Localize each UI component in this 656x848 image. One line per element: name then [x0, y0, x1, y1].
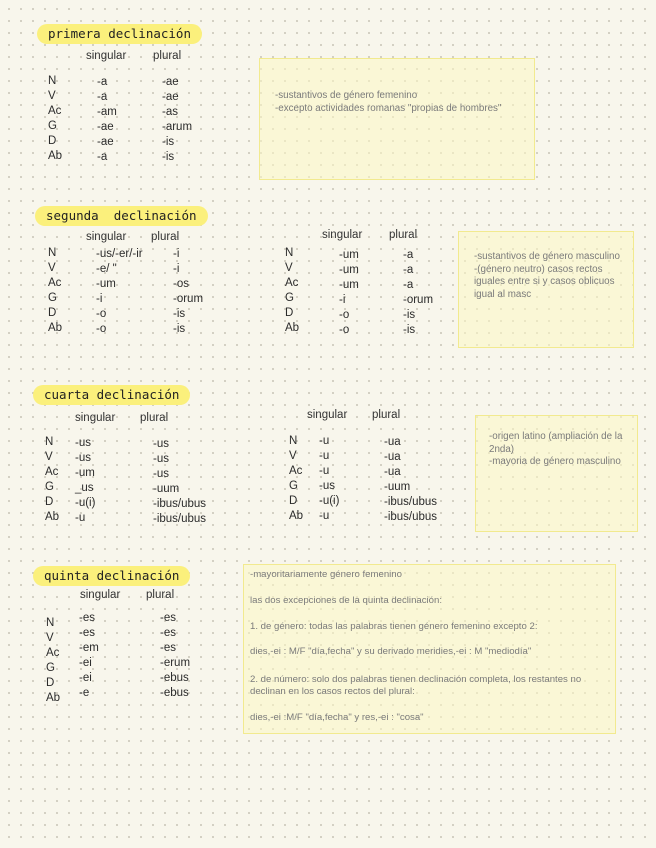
case-label: G — [289, 480, 298, 492]
singular-ending: -es — [79, 627, 95, 639]
plural-ending: -is — [403, 309, 416, 321]
plural-ending: -us — [153, 438, 169, 450]
singular-ending: -um — [339, 249, 359, 261]
singular-ending: -um — [96, 278, 116, 290]
quinta-note-line: -mayoritariamente género femenino — [250, 569, 402, 580]
case-label: V — [46, 632, 54, 644]
case-label: Ab — [45, 511, 60, 523]
singular-ending: -ei — [79, 672, 92, 684]
plural-ending: -ae — [162, 91, 179, 103]
quinta-note-line: dies,-ei : M/F "día,fecha" y su derivado meridies,-ei : M "mediodía" — [250, 646, 532, 657]
case-label: V — [48, 262, 56, 274]
plural-ending: -es — [160, 612, 176, 624]
case-label: N — [45, 436, 54, 448]
singular-ending: -o — [339, 324, 350, 336]
case-label: G — [48, 120, 57, 132]
singular-ending: -o — [96, 323, 107, 335]
plural-ending: -is — [162, 151, 175, 163]
case-label: V — [289, 450, 297, 462]
quinta-note-line: las dos excepciones de la quinta declinación: — [250, 595, 443, 606]
singular-ending: -a — [97, 76, 108, 88]
cuarta-note-text: -origen latino (ampliación de la 2nda) -mayoria de género masculino — [489, 431, 623, 467]
singular-ending: -ae — [97, 121, 114, 133]
cuarta-neuter-plural-header: plural — [372, 409, 401, 421]
cuarta-note — [475, 415, 638, 532]
quinta-note — [243, 564, 616, 734]
case-label: G — [46, 662, 55, 674]
case-label: N — [46, 617, 55, 629]
quinta-declinacion-title: quinta declinación — [33, 566, 190, 586]
plural-ending: -ibus/ubus — [384, 496, 438, 508]
segunda-singular-header: singular — [86, 231, 127, 243]
plural-ending: -os — [173, 278, 189, 290]
singular-ending: -em — [79, 642, 99, 654]
plural-ending: -ebus — [160, 672, 189, 684]
plural-ending: -i — [173, 263, 180, 275]
case-label: Ac — [46, 647, 60, 659]
primera-singular-header: singular — [86, 50, 127, 62]
plural-ending: -ibus/ubus — [153, 498, 207, 510]
singular-ending: -i — [96, 293, 103, 305]
plural-ending: -i — [173, 248, 180, 260]
case-label: Ac — [48, 277, 62, 289]
segunda-neuter-plural-header: plural — [389, 229, 418, 241]
primera-declinacion-title: primera declinación — [37, 24, 202, 44]
plural-ending: -ae — [162, 76, 179, 88]
singular-ending: -ei — [79, 657, 92, 669]
plural-ending: -uum — [384, 481, 411, 493]
primera-note — [259, 58, 535, 180]
plural-ending: -ibus/ubus — [384, 511, 438, 523]
case-label: Ac — [48, 105, 62, 117]
plural-ending: -as — [162, 106, 178, 118]
singular-ending: -um — [339, 264, 359, 276]
singular-ending: -o — [339, 309, 350, 321]
singular-ending: -u — [75, 512, 86, 524]
case-label: Ab — [285, 322, 300, 334]
segunda-note-text: -sustantivos de género masculino -(género neutro) casos rectos iguales entre si y casos oblicuos igual al masc — [474, 251, 620, 300]
case-label: V — [48, 90, 56, 102]
case-label: D — [46, 677, 55, 689]
case-label: Ab — [46, 692, 61, 704]
singular-ending: -o — [96, 308, 107, 320]
plural-ending: -is — [173, 308, 186, 320]
singular-ending: _us — [75, 482, 94, 494]
singular-ending: -i — [339, 294, 346, 306]
case-label: D — [285, 307, 294, 319]
singular-ending: -e/ " — [96, 263, 117, 275]
case-label: G — [45, 481, 54, 493]
quinta-singular-header: singular — [80, 589, 121, 601]
singular-ending: -u — [319, 435, 330, 447]
primera-note-text: -sustantivos de género femenino -excepto actividades romanas "propias de hombres" — [275, 90, 502, 114]
plural-ending: -arum — [162, 121, 193, 133]
case-label: V — [45, 451, 53, 463]
singular-ending: -u — [319, 450, 330, 462]
case-label: N — [48, 247, 57, 259]
plural-ending: -es — [160, 627, 176, 639]
case-label: D — [45, 496, 54, 508]
case-label: V — [285, 262, 293, 274]
singular-ending: -us — [75, 437, 91, 449]
segunda-declinacion-title: segunda declinación — [35, 206, 208, 226]
singular-ending: -u — [319, 510, 330, 522]
plural-ending: -ua — [384, 466, 401, 478]
case-label: D — [48, 135, 57, 147]
primera-plural-header: plural — [153, 50, 182, 62]
cuarta-neuter-singular-header: singular — [307, 409, 348, 421]
singular-ending: -am — [97, 106, 117, 118]
segunda-plural-header: plural — [151, 231, 180, 243]
plural-ending: -ua — [384, 436, 401, 448]
plural-ending: -is — [162, 136, 175, 148]
singular-ending: -u(i) — [319, 495, 340, 507]
singular-ending: -us — [319, 480, 335, 492]
quinta-note-line: dies,-ei :M/F "día,fecha" y res,-ei : "cosa" — [250, 712, 424, 723]
cuarta-declinacion-title: cuarta declinación — [33, 385, 190, 405]
case-label: N — [289, 435, 298, 447]
case-label: D — [48, 307, 57, 319]
plural-ending: -orum — [173, 293, 204, 305]
singular-ending: -um — [75, 467, 95, 479]
plural-ending: -uum — [153, 483, 180, 495]
cuarta-plural-header: plural — [140, 412, 169, 424]
plural-ending: -a — [403, 279, 414, 291]
singular-ending: -u — [319, 465, 330, 477]
case-label: N — [48, 75, 57, 87]
quinta-note-line: 1. de género: todas las palabras tienen género femenino excepto 2: — [250, 621, 538, 632]
singular-ending: -a — [97, 91, 108, 103]
case-label: G — [48, 292, 57, 304]
case-label: Ab — [48, 322, 63, 334]
cuarta-singular-header: singular — [75, 412, 116, 424]
singular-ending: -a — [97, 151, 108, 163]
plural-ending: -a — [403, 249, 414, 261]
singular-ending: -us — [75, 452, 91, 464]
quinta-plural-header: plural — [146, 589, 175, 601]
plural-ending: -orum — [403, 294, 434, 306]
plural-ending: -us — [153, 453, 169, 465]
singular-ending: -e — [79, 687, 90, 699]
case-label: G — [285, 292, 294, 304]
singular-ending: -u(i) — [75, 497, 96, 509]
segunda-note — [458, 231, 634, 348]
singular-ending: -ae — [97, 136, 114, 148]
case-label: Ab — [289, 510, 304, 522]
case-label: Ac — [45, 466, 59, 478]
case-label: Ac — [289, 465, 303, 477]
plural-ending: -ibus/ubus — [153, 513, 207, 525]
case-label: D — [289, 495, 298, 507]
plural-ending: -is — [173, 323, 186, 335]
plural-ending: -ua — [384, 451, 401, 463]
case-label: Ac — [285, 277, 299, 289]
singular-ending: -es — [79, 612, 95, 624]
plural-ending: -is — [403, 324, 416, 336]
segunda-neuter-singular-header: singular — [322, 229, 363, 241]
quinta-note-line: 2. de número: solo dos palabras tienen declinación completa, los restantes no declinan en los casos rectos del plural: — [250, 674, 582, 697]
plural-ending: -ebus — [160, 687, 189, 699]
plural-ending: -es — [160, 642, 176, 654]
singular-ending: -um — [339, 279, 359, 291]
case-label: N — [285, 247, 294, 259]
plural-ending: -a — [403, 264, 414, 276]
singular-ending: -us/-er/-ir — [96, 248, 143, 260]
plural-ending: -us — [153, 468, 169, 480]
case-label: Ab — [48, 150, 63, 162]
plural-ending: -erum — [160, 657, 191, 669]
